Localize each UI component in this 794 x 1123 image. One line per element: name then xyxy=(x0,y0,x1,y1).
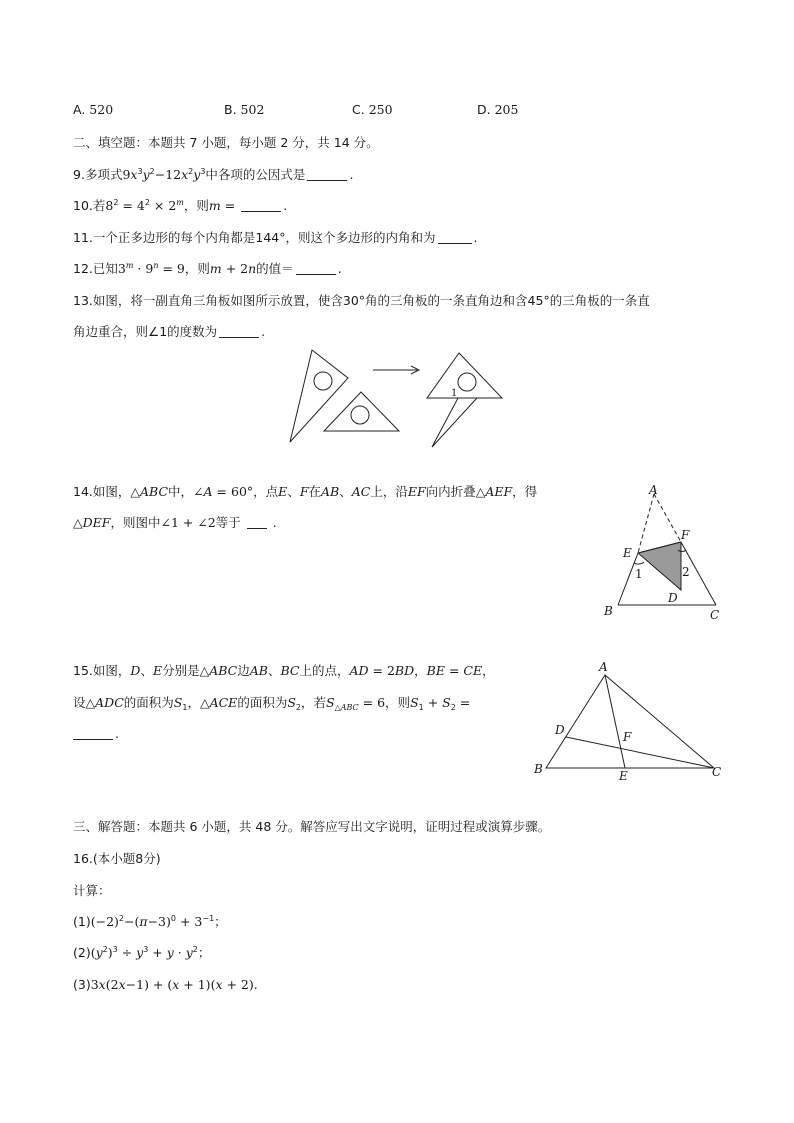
label-d: D xyxy=(668,591,678,605)
q15-figure xyxy=(530,655,730,785)
dashed-af xyxy=(654,494,681,542)
answer-blank[interactable] xyxy=(307,168,347,181)
folded-triangle-def xyxy=(638,542,681,590)
triangle-hole xyxy=(458,373,476,391)
label-2: 2 xyxy=(682,565,690,579)
choice-c: C. 250 xyxy=(352,102,393,117)
question-16-part-3: (3)3x(2x−1) + (x + 1)(x + 2). xyxy=(73,977,258,992)
segment-dc xyxy=(566,737,714,768)
answer-blank[interactable] xyxy=(73,727,113,740)
triangle-45-right xyxy=(427,353,502,398)
question-11: 11.一个正多边形的每个内角都是144°，则这个多边形的内角和为 . xyxy=(73,230,478,245)
label-b: B xyxy=(534,762,543,776)
label-a: A xyxy=(649,483,658,497)
question-14-line-1: 14.如图，△ABC中，∠A = 60°，点E、F在AB、AC上，沿EF向内折叠△AEF，得 xyxy=(73,484,538,499)
q13-figure xyxy=(280,345,520,455)
question-13-line-1: 13.如图，将一副直角三角板如图所示放置，使含30°角的三角板的一条直角边和含45°的三角板的一条直 xyxy=(73,293,650,308)
question-10: 10.若$8^2 = 4^2 \times 2^m$，则m = . xyxy=(73,198,288,213)
question-9: 9.多项式$9x^3y^2-12x^2y^3$中各项的公因式是 . xyxy=(73,167,354,182)
section-3-title: 三、解答题：本题共 6 小题，共 48 分。解答应写出文字说明，证明过程或演算步骤。 xyxy=(73,819,551,834)
choice-a: A. 520 xyxy=(73,102,114,117)
question-16-title: 16.(本小题8分) xyxy=(73,851,161,866)
triangle-abc xyxy=(546,675,714,768)
label-e: E xyxy=(619,769,628,783)
triangle-45-left xyxy=(324,392,399,431)
label-b: B xyxy=(604,604,613,618)
section-2-title: 二、填空题：本题共 7 小题，每小题 2 分，共 14 分。 xyxy=(73,135,379,150)
angle-1-arc xyxy=(634,562,644,564)
question-15-line-2: 设△ADC的面积为$S_1$，△ACE的面积为$S_2$，若$S_{\triangle ABC} = 6$，则$S_1 + S_2$ = xyxy=(73,695,471,712)
label-c: C xyxy=(710,608,720,622)
question-12: 12.已知$3^m \cdot 9^n = 9$，则m + 2n的值＝ . xyxy=(73,261,342,276)
question-16-instruction: 计算： xyxy=(73,883,111,898)
answer-blank[interactable] xyxy=(219,325,259,338)
triangle-hole xyxy=(351,406,369,424)
dashed-ae xyxy=(638,494,654,553)
angle-1-label: 1 xyxy=(451,388,458,399)
choice-d: D. 205 xyxy=(477,102,519,117)
q14-figure xyxy=(598,480,738,630)
question-15-line-1: 15.如图，D、E分别是△ABC边AB、BC上的点，AD = 2BD，BE = CE， xyxy=(73,663,495,678)
question-15-line-3: . xyxy=(73,725,119,743)
label-f: F xyxy=(681,528,690,542)
label-1: 1 xyxy=(635,567,643,581)
triangle-30-right xyxy=(432,398,477,447)
question-13-line-2: 角边重合，则∠1的度数为 . xyxy=(73,324,266,339)
answer-blank[interactable] xyxy=(438,231,472,244)
label-e: E xyxy=(623,546,632,560)
label-f: F xyxy=(623,730,632,744)
label-a: A xyxy=(599,660,608,674)
label-c: C xyxy=(712,765,722,779)
answer-blank[interactable] xyxy=(247,516,267,529)
triangle-30-left xyxy=(290,350,348,442)
question-16-part-1: $(1)(-2)^2-(\pi-3)^0 + 3^{-1}$； xyxy=(73,914,227,929)
question-16-part-2: $(2)(y^2)^3 \div y^3 + y \cdot y^2$； xyxy=(73,945,211,960)
question-14-line-2: △DEF，则图中∠1 + ∠2等于 . xyxy=(73,515,277,530)
answer-blank[interactable] xyxy=(241,199,281,212)
answer-blank[interactable] xyxy=(296,262,336,275)
label-d: D xyxy=(555,723,565,737)
choice-b: B. 502 xyxy=(224,102,265,117)
triangle-hole xyxy=(314,372,332,390)
